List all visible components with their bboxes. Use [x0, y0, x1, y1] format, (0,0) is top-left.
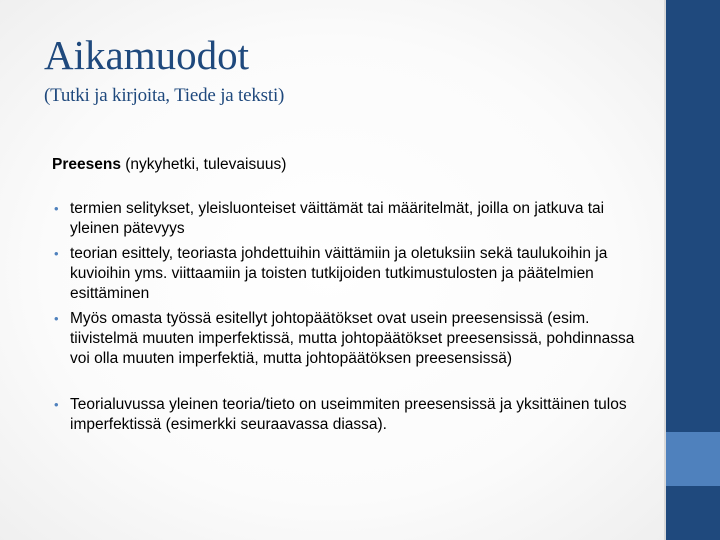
- content-heading-bold: Preesens: [52, 156, 121, 173]
- bullet-text: termien selitykset, yleisluonteiset väittämät tai määritelmät, joilla on jatkuva tai yleinen pätevyys: [70, 200, 605, 237]
- content-heading: [52, 155, 652, 175]
- slide-content: [52, 155, 652, 440]
- bullet-text: teorian esittely, teoriasta johdettuihin väittämiin ja oletuksiin sekä taulukoihin ja kuvioihin yms. viittaamiin ja toisten tutkijoiden tutkimustulosten ja päätelmien esittäminen: [70, 245, 608, 302]
- bullet-list: [52, 199, 652, 435]
- bullet-dot-icon: •: [54, 311, 59, 326]
- content-heading-rest: (nykyhetki, tulevaisuus): [120, 156, 287, 173]
- slide-subtitle: (Tutki ja kirjoita, Tiede ja teksti): [44, 85, 285, 106]
- bullet-item: [52, 309, 652, 369]
- bullet-item: [52, 395, 652, 435]
- bullet-text: Myös omasta työssä esitellyt johtopäätökset ovat usein preesensissä (esim. tiivistelmä muuten imperfektissä, mutta johtopäätökset preesensissä, pohdinnassa voi olla muuten imperfektiä, mutta johtopäätöksen preesensissä): [70, 310, 635, 367]
- bullet-item: [52, 244, 652, 304]
- bullet-dot-icon: •: [54, 397, 59, 412]
- bullet-item: [52, 199, 652, 239]
- sidebar-accent-block: [666, 432, 720, 486]
- slide-title: Aikamuodot: [44, 32, 249, 78]
- bullet-dot-icon: •: [54, 201, 59, 216]
- bullet-text: Teorialuvussa yleinen teoria/tieto on useimmiten preesensissä ja yksittäinen tulos imperfektissä (esimerkki seuraavassa diassa).: [70, 396, 627, 433]
- bullet-dot-icon: •: [54, 246, 59, 261]
